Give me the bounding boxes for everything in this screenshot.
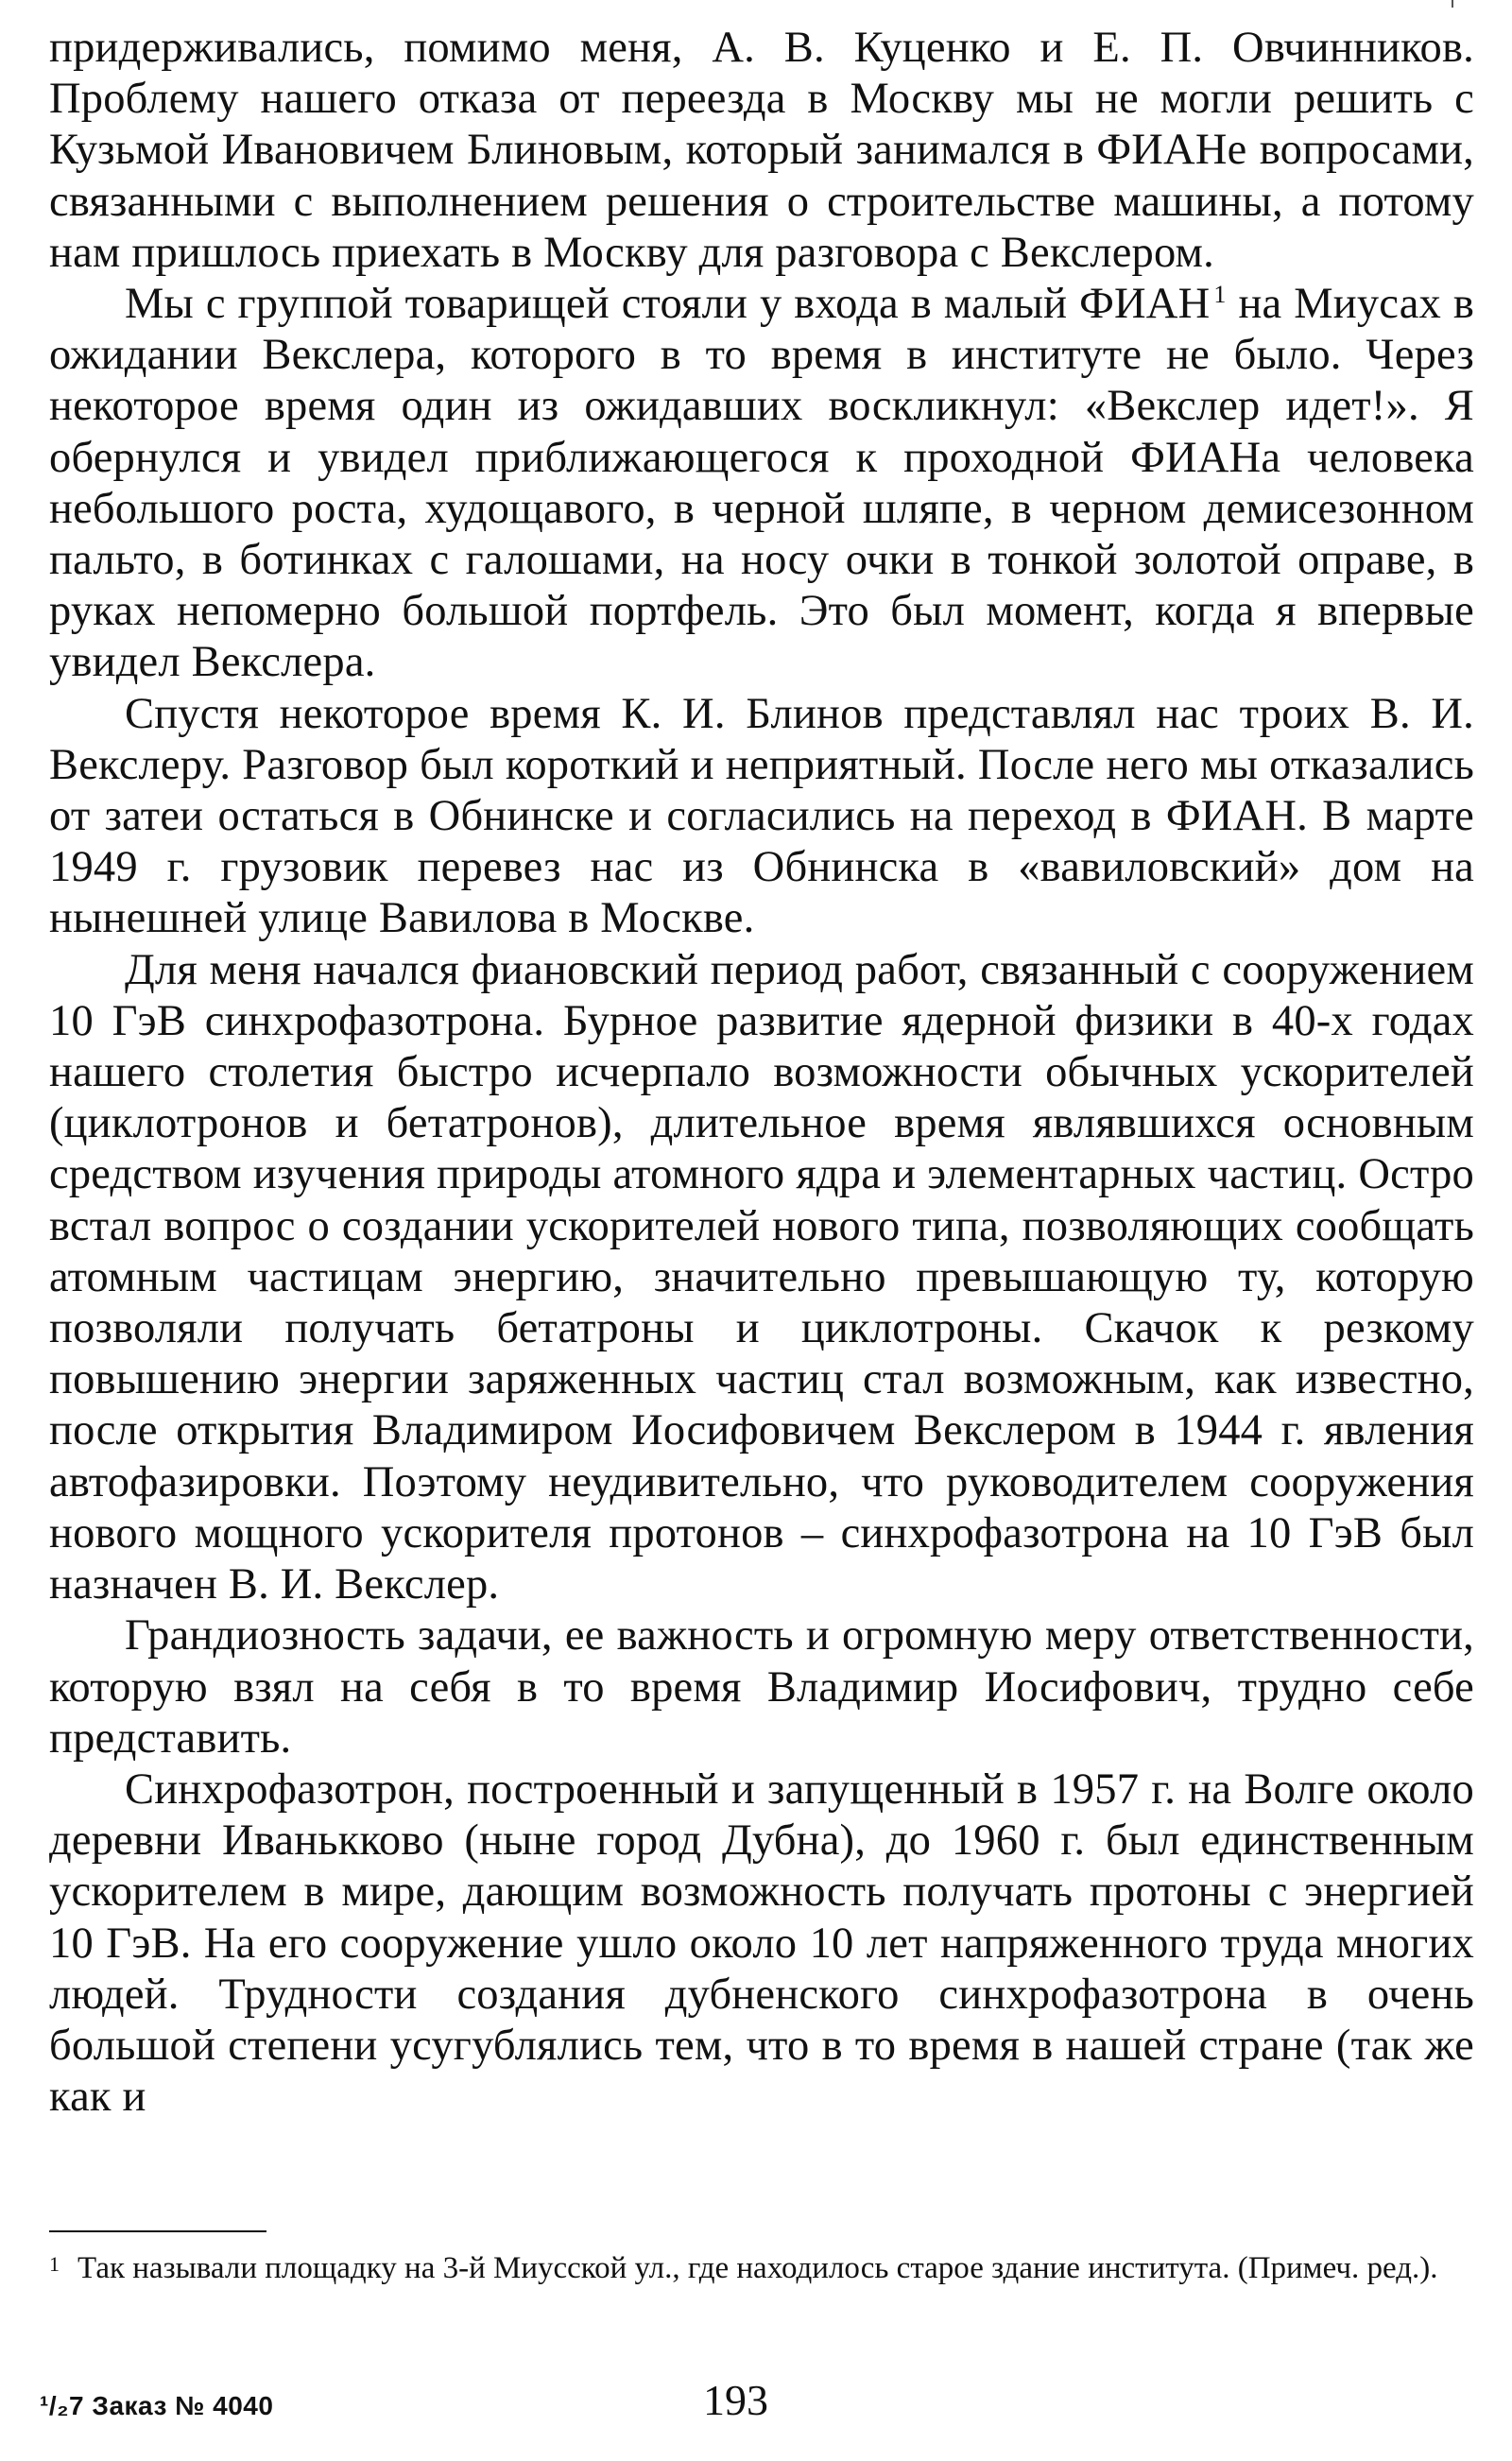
paragraph-fian-entrance-rest: на Миусах в ожидании Векслера, которого в то время в институте не было. Через некоторое время один из ожидавших воскликнул: «Векслер идет!». Я обернулся и увидел приближающегося к проходной ФИАНа человека небольшого роста, худощавого, в черной шляпе, в черном демисезонном пальто, в ботинках с галошами, на носу очки в тонкой золотой оправе, в руках непомерно большой портфель. Это был момент, когда я впервые увидел Векслера. [49,280,1474,687]
footnote-reference: 1 [1213,280,1227,308]
paragraph-fian-period: Для меня начался фиановский период работ, связанный с сооружением 10 ГэВ синхрофазотрона. Бурное развитие ядерной физики в 40-х годах нашего столетия быстро исчерпало возможности обычных ускорителей (циклотронов и бетатронов), длительное время являвшихся основным средством изучения природы атомного ядра и элементарных частиц. Остро встал вопрос о создании ускорителей нового типа, позволяющих сообщать атомным частицам энергию, значительно превышающую ту, которую позволяли получать бетатроны и циклотроны. Скачок к резкому повышению энергии заряженных частиц стал возможным, как известно, после открытия Владимиром Иосифовичем Векслером в 1944 г. явления автофазировки. Поэтому неудивительно, что руководителем сооружения нового мощного ускорителя протонов – синхрофазотрона на 10 ГэВ был назначен В. И. Векслер. [49,945,1474,1609]
footnote-text: Так называли площадку на 3-й Миусской ул., где находилось старое здание института. (Примеч. ред.). [77,2251,1438,2285]
footnote-marker: 1 [49,2252,60,2276]
page-body [49,23,1474,2123]
paragraph-synchrophasotron: Синхрофазотрон, построенный и запущенный в 1957 г. на Волге около деревни Иванькково (ныне город Дубна), до 1960 г. был единственным ускорителем в мире, дающим возможность получать протоны с энергией 10 ГэВ. На его сооружение ушло около 10 лет напряженного труда многих людей. Трудности создания дубненского синхрофазотрона в очень большой степени усугублялись тем, что в то время в нашей стране (так же как и [49,1764,1474,2122]
paragraph-fian-entrance [49,279,1474,689]
paragraph-continuation: придерживались, помимо меня, А. В. Куценко и Е. П. Овчинников. Проблему нашего отказа от переезда в Москву мы не могли решить с Кузьмой Ивановичем Блиновым, который занимался в ФИАНе вопросами, связанными с выполнением решения о строительстве машины, а потому нам пришлось приехать в Москву для разговора с Векслером. [49,24,1474,277]
paragraph-grandeur: Грандиозность задачи, ее важность и огромную меру ответственности, которую взял на себя в то время Владимир Иосифович, трудно себе представить. [49,1611,1474,1763]
printer-signature: ¹/₂7 Заказ № 4040 [40,2391,274,2420]
scan-corner-mark [1452,0,1453,8]
footnote [49,2247,1474,2289]
paragraph-blinov-meeting: Спустя некоторое время К. И. Блинов представлял нас троих В. И. Векслеру. Разговор был короткий и неприятный. После него мы отказались от затеи остаться в Обнинске и согласились на переход в ФИАН. В марте 1949 г. грузовик перевез нас из Обнинска в «вавиловский» дом на нынешней улице Вавилова в Москве. [49,689,1474,943]
page-number: 193 [703,2376,768,2424]
paragraph-fian-entrance-lead: Мы с группой товарищей стояли у входа в малый ФИАН [125,280,1211,329]
footnote-divider [49,2230,266,2232]
